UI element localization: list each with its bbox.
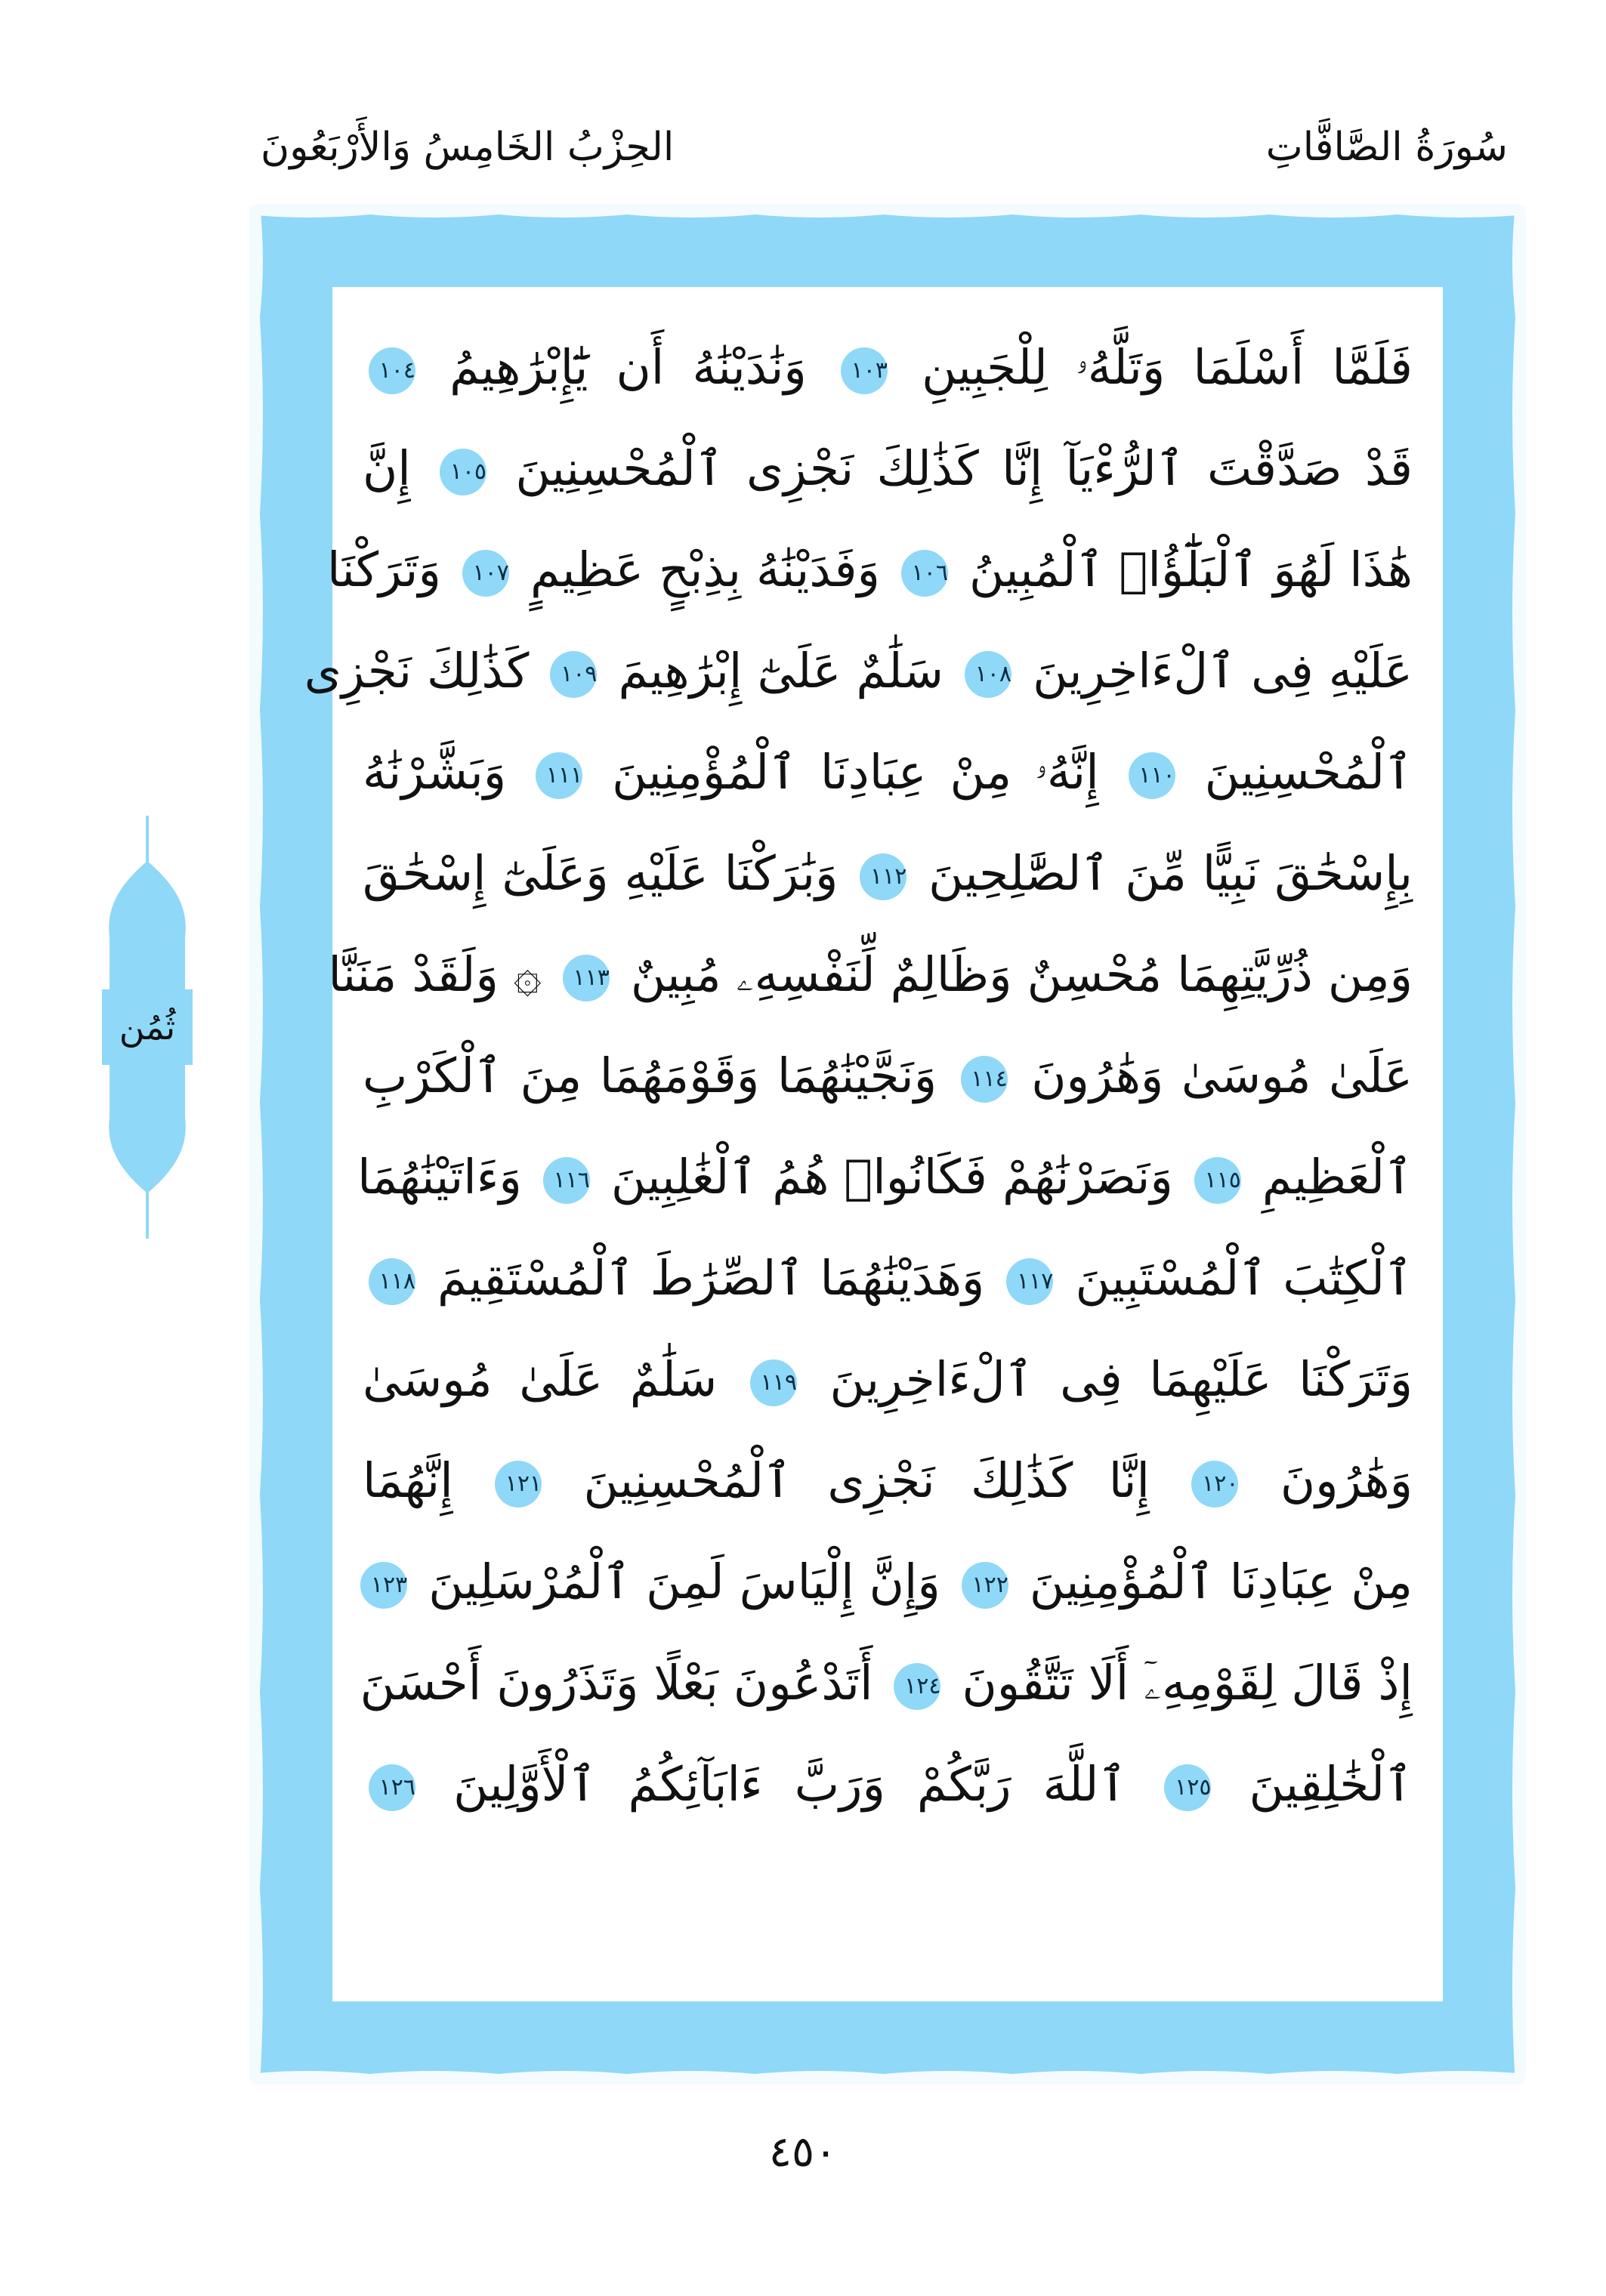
verse-line: [363, 722, 1413, 823]
verse-text: وَإِنَّ إِلْيَاسَ لَمِنَ ٱلْمُرْسَلِينَ: [428, 1554, 940, 1609]
verse-text: كَذَٰلِكَ نَجْزِى: [304, 643, 530, 699]
verse-text: وَفَدَيْنَٰهُ بِذِبْحٍ عَظِيمٍ: [530, 542, 880, 597]
thumun-label: ثُمُن: [119, 1007, 176, 1048]
ayah-number-marker: ١١٦: [543, 1157, 590, 1204]
verse-text: فَلَمَّا أَسْلَمَا وَتَلَّهُۥ لِلْجَبِينِ: [922, 340, 1413, 395]
verse-line: [363, 823, 1413, 924]
verse-text: وَتَرَكْنَا: [326, 542, 441, 597]
verse-text: سَلَٰمٌ عَلَىٰٓ إِبْرَٰهِيمَ: [618, 643, 944, 699]
ayah-number-marker: ١٠٧: [462, 550, 509, 597]
ayah-number-marker: ١٠٨: [965, 651, 1011, 698]
verse-text: ٱلْخَٰلِقِينَ: [1249, 1757, 1413, 1812]
ayah-number-marker: ١٢٥: [1164, 1764, 1211, 1811]
verse-text: وَهَدَيْنَٰهُمَا ٱلصِّرَٰطَ ٱلْمُسْتَقِيمَ: [437, 1251, 985, 1306]
thumun-marker: [91, 816, 204, 1239]
verse-line: [328, 924, 1413, 1026]
verse-text: ٱللَّهَ رَبَّكُمْ وَرَبَّ ءَابَآئِكُمُ ٱلْأَوَّلِينَ: [453, 1757, 1127, 1812]
verse-text: سَلَٰمٌ عَلَىٰ مُوسَىٰ: [363, 1352, 718, 1407]
ayah-number-marker: ١٢٣: [360, 1562, 407, 1609]
verse-text: عَلَىٰ مُوسَىٰ وَهَٰرُونَ: [1031, 1048, 1413, 1103]
verse-line: [363, 1026, 1413, 1127]
verse-text: هَٰذَا لَهُوَ ٱلْبَلَٰٓؤُا۟ ٱلْمُبِينُ: [969, 542, 1413, 597]
ayah-number-marker: ١٠٦: [901, 550, 948, 597]
verse-text: ۞ وَلَقَدْ مَنَنَّا: [328, 947, 542, 1002]
ayah-number-marker: ١٢٦: [369, 1764, 415, 1811]
quran-text-panel: [304, 287, 1443, 2001]
verse-text: وَءَاتَيْنَٰهُمَا: [357, 1150, 522, 1205]
verse-text: مِنْ عِبَادِنَا ٱلْمُؤْمِنِينَ: [1029, 1554, 1413, 1609]
verse-text: وَنَجَّيْنَٰهُمَا وَقَوْمَهُمَا مِنَ ٱلْكَرْبِ: [363, 1048, 937, 1103]
ayah-number-marker: ١١٤: [961, 1056, 1008, 1103]
verse-text: أَتَدْعُونَ بَعْلًا وَتَذَرُونَ أَحْسَنَ: [360, 1656, 873, 1711]
verse-text: إِنَّهُمَا: [363, 1453, 453, 1508]
ayah-number-marker: ١٢١: [495, 1461, 542, 1508]
verse-line: [304, 621, 1413, 722]
page-frame: [249, 204, 1526, 2085]
verse-text: وَتَرَكْنَا عَلَيْهِمَا فِى ٱلْءَاخِرِينَ: [829, 1352, 1413, 1407]
verse-text: عَلَيْهِ فِى ٱلْءَاخِرِينَ: [1033, 643, 1413, 699]
ayah-number-marker: ١٢٠: [1191, 1461, 1238, 1508]
ayah-number-marker: ١٠٩: [550, 651, 597, 698]
verse-text: إِنَّ: [363, 441, 411, 496]
verse-line: [363, 1734, 1413, 1835]
verse-line: [363, 1228, 1413, 1329]
ayah-number-marker: ١٢٢: [962, 1562, 1008, 1609]
verse-text: إِنَّهُۥ مِنْ عِبَادِنَا ٱلْمُؤْمِنِينَ: [612, 745, 1099, 800]
verse-line: [326, 520, 1413, 621]
verse-text: وَهَٰرُونَ: [1280, 1453, 1413, 1508]
ayah-number-marker: ١١٧: [1006, 1258, 1053, 1305]
ayah-number-marker: ١١١: [536, 752, 582, 799]
verse-text: إِنَّا كَذَٰلِكَ نَجْزِى ٱلْمُحْسِنِينَ: [583, 1453, 1150, 1508]
verse-text: قَدْ صَدَّقْتَ ٱلرُّءْيَآ إِنَّا كَذَٰلِكَ نَجْزِى ٱلْمُحْسِنِينَ: [515, 441, 1413, 496]
verse-text: وَنَصَرْنَٰهُمْ فَكَانُوا۟ هُمُ ٱلْغَٰلِبِينَ: [610, 1150, 1173, 1205]
verse-line: [357, 1127, 1413, 1228]
ayah-number-marker: ١١٣: [563, 955, 610, 1001]
ayah-number-marker: ١٠٣: [841, 347, 888, 394]
verse-text: وَنَٰدَيْنَٰهُ أَن يَٰٓإِبْرَٰهِيمُ: [449, 340, 807, 395]
verse-text: إِذْ قَالَ لِقَوْمِهِۦٓ أَلَا تَتَّقُونَ: [962, 1656, 1413, 1711]
verse-text: وَمِن ذُرِّيَّتِهِمَا مُحْسِنٌ وَظَالِمٌ لِّنَفْسِهِۦ مُبِينٌ: [630, 947, 1413, 1002]
verse-line: [363, 317, 1413, 418]
verse-text: ٱلْمُحْسِنِينَ: [1204, 745, 1413, 800]
verse-text: ٱلْكِتَٰبَ ٱلْمُسْتَبِينَ: [1075, 1251, 1413, 1306]
ayah-number-marker: ١١٨: [369, 1258, 415, 1305]
verse-text: بِإِسْحَٰقَ نَبِيًّا مِّنَ ٱلصَّٰلِحِينَ: [928, 846, 1413, 901]
verse-text: ٱلْعَظِيمِ: [1262, 1150, 1413, 1205]
hizb-title: الحِزْبُ الخَامِسُ وَالأَرْبَعُونَ: [261, 125, 675, 170]
surah-title: سُورَةُ الصَّافَّاتِ: [1265, 125, 1508, 170]
ayah-number-marker: ١٢٤: [894, 1663, 940, 1710]
verse-line: [363, 1430, 1413, 1532]
verse-line: [363, 1329, 1413, 1430]
ayah-number-marker: ١١٢: [860, 853, 906, 900]
ayah-number-marker: ١١٥: [1194, 1157, 1241, 1204]
ayah-number-marker: ١٠٥: [440, 449, 486, 495]
ayah-number-marker: ١١٩: [750, 1359, 797, 1406]
verse-line: [360, 1633, 1413, 1734]
verse-line: [363, 1532, 1413, 1633]
verse-line: [363, 418, 1413, 520]
ayah-number-marker: ١٠٤: [369, 347, 415, 394]
page-number: ٤٥٠: [768, 2128, 838, 2177]
verse-text: وَبَشَّرْنَٰهُ: [363, 745, 507, 800]
verse-text: وَبَٰرَكْنَا عَلَيْهِ وَعَلَىٰٓ إِسْحَٰقَ: [363, 846, 839, 901]
ayah-number-marker: ١١٠: [1129, 752, 1175, 799]
